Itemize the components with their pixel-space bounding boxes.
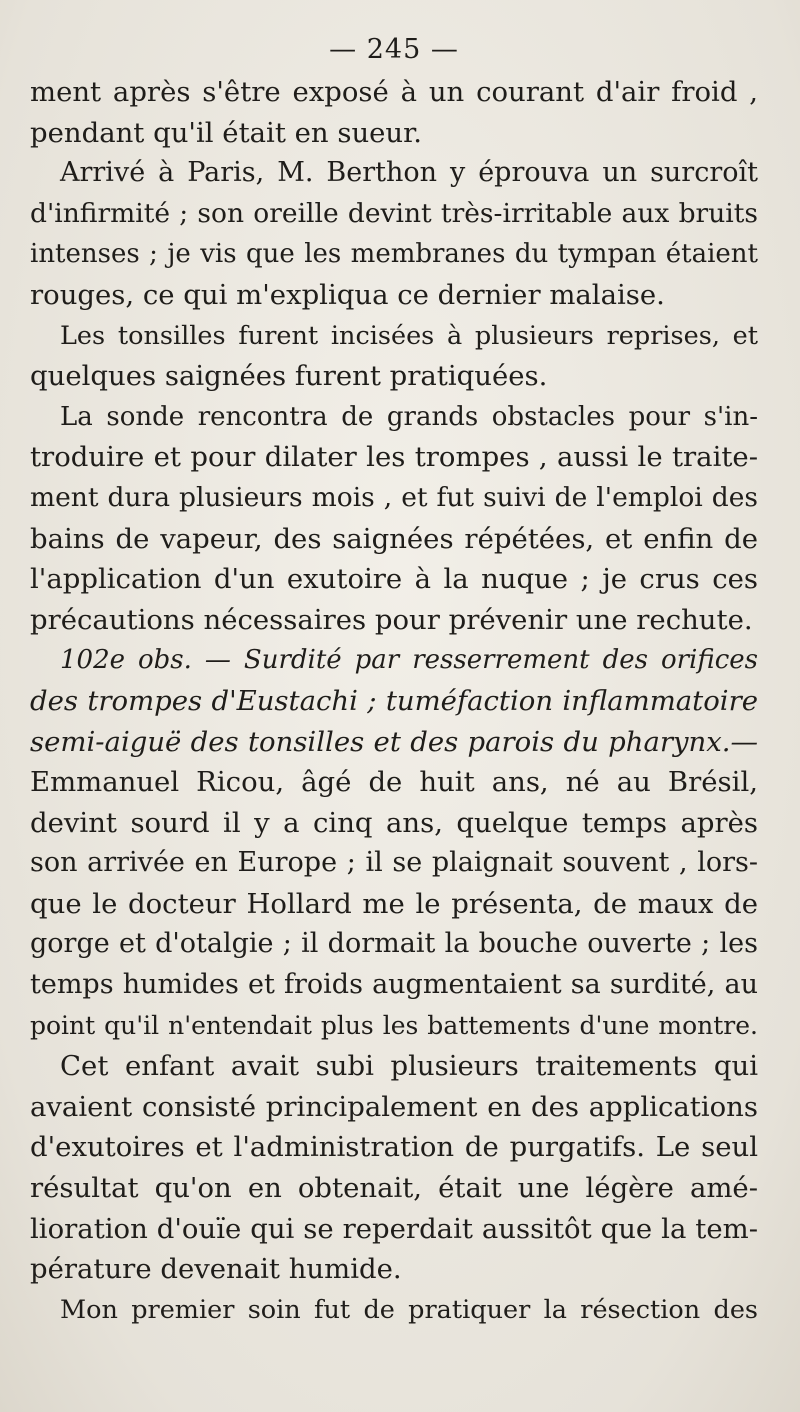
text-line: lioration d'ouïe qui se reperdait aussitôt que la tem- <box>30 1212 758 1245</box>
text-line: pérature devenait humide. <box>30 1253 402 1286</box>
text-line: résultat qu'on en obtenait, était une légère amé- <box>30 1172 758 1205</box>
text-line: temps humides et froids augmentaient sa surdité, au <box>30 969 758 1001</box>
text-line: troduire et pour dilater les trompes , aussi le traite- <box>30 441 758 474</box>
text-line: ment dura plusieurs mois , et fut suivi de l'emploi des <box>30 481 758 513</box>
text-line: Emmanuel Ricou, âgé de huit ans, né au Brésil, <box>30 766 758 799</box>
text-line: son arrivée en Europe ; il se plaignait souvent , lors- <box>30 847 758 879</box>
text-line: l'application d'un exutoire à la nuque ; je crus ces <box>30 563 758 596</box>
text-line: rouges, ce qui m'expliqua ce dernier malaise. <box>30 278 665 311</box>
text-line: Arrivé à Paris, M. Berthon y éprouva un surcroît <box>60 157 758 189</box>
text-line: Mon premier soin fut de pratiquer la résection des <box>60 1294 758 1325</box>
text-line: d'infirmité ; son oreille devint très-irritable aux bruits <box>30 197 758 229</box>
text-line: ment après s'être exposé à un courant d'air froid , <box>30 76 758 108</box>
text-line: point qu'il n'entendait plus les battements d'une montre. <box>30 1010 758 1040</box>
text-line: La sonde rencontra de grands obstacles pour s'in- <box>60 401 758 432</box>
text-line: 102e obs. — Surdité par resserrement des orifices <box>60 645 758 676</box>
text-line: Cet enfant avait subi plusieurs traitements qui <box>60 1050 758 1083</box>
body-text <box>30 72 758 1330</box>
text-line: devint sourd il y a cinq ans, quelque temps après <box>30 806 758 839</box>
text-line: précautions nécessaires pour prévenir une rechute. <box>30 603 753 636</box>
text-line: gorge et d'otalgie ; il dormait la bouche ouverte ; les <box>30 928 758 960</box>
text-line: quelques saignées furent pratiquées. <box>30 360 548 393</box>
text-line: intenses ; je vis que les membranes du tympan étaient <box>30 239 758 270</box>
text-line: que le docteur Hollard me le présenta, de maux de <box>30 887 758 920</box>
text-line: Les tonsilles furent incisées à plusieurs reprises, et <box>60 320 758 351</box>
text-line: bains de vapeur, des saignées répétées, et enfin de <box>30 522 758 555</box>
text-line: semi-aiguë des tonsilles et des parois du pharynx.— <box>30 725 758 758</box>
page-number: — 245 — <box>329 34 459 65</box>
text-line: pendant qu'il était en sueur. <box>30 116 423 149</box>
text-line: d'exutoires et l'administration de purgatifs. Le seul <box>30 1131 758 1164</box>
text-line: avaient consisté principalement en des applications <box>30 1090 758 1123</box>
text-line: des trompes d'Eustachi ; tuméfaction inflammatoire <box>30 684 758 717</box>
